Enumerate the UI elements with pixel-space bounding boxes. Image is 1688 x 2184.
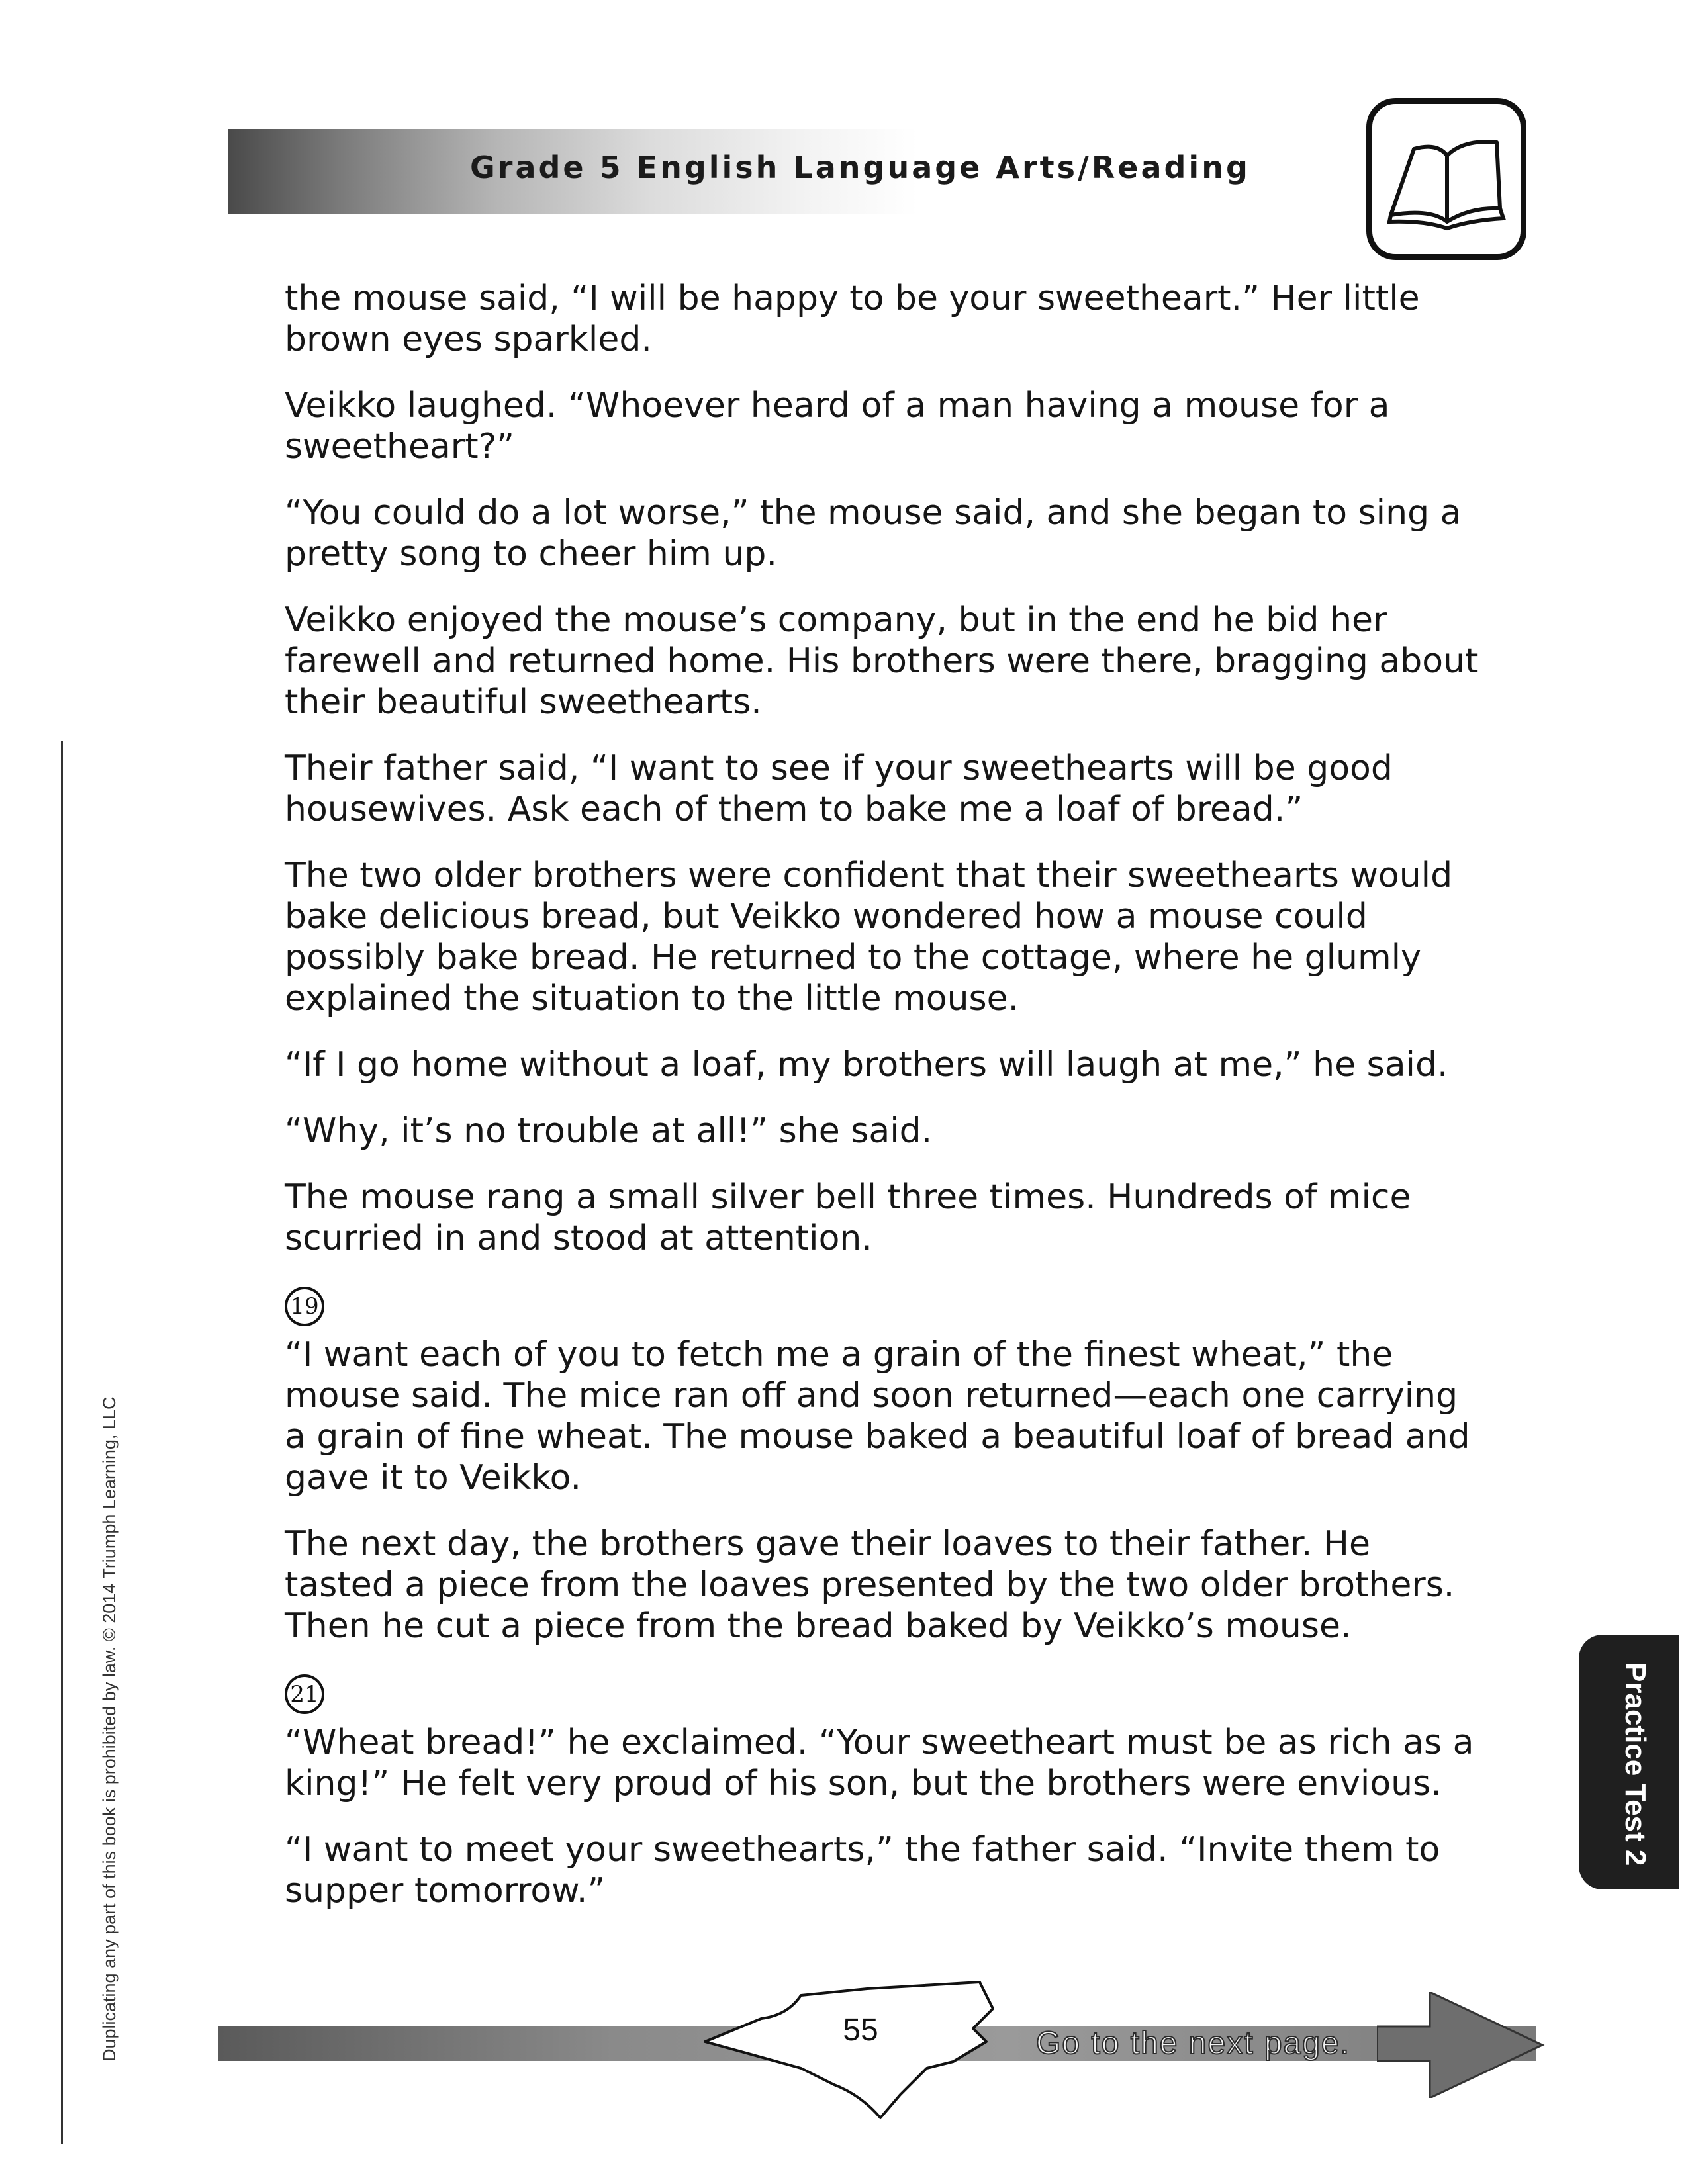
open-book-icon (1366, 98, 1526, 260)
paragraph: The two older brothers were confident that their sweethearts would bake delicious bread, but Veikko wondered how a mouse could possibly bake bread. He returned to the cottage, where he glumly explained the situation to the little mouse. (285, 856, 1453, 1019)
copyright-notice: Duplicating any part of this book is prohibited by law. © 2014 Triumph Learning, LLC (99, 1396, 119, 2062)
paragraph: “You could do a lot worse,” the mouse said, and she began to sing a pretty song to cheer him up. (285, 493, 1462, 574)
paragraph: Veikko enjoyed the mouse’s company, but in the end he bid her farewell and returned home. His brothers were there, bragging about their beautiful sweethearts. (285, 600, 1479, 722)
go-to-next-page-label: Go to the next page. (1036, 2026, 1350, 2061)
paragraph: “Wheat bread!” he exclaimed. “Your sweetheart must be as rich as a king!” He felt very proud of his son, but the brothers were envious. (285, 1723, 1474, 1803)
margin-line (61, 741, 63, 2144)
paragraph: Their father said, “I want to see if your sweethearts will be good housewives. Ask each of them to bake me a loaf of bread.” (285, 749, 1393, 829)
page-number: 55 (843, 2013, 878, 2048)
paragraph: Veikko laughed. “Whoever heard of a man having a mouse for a sweetheart?” (285, 386, 1390, 467)
practice-test-tab-label: Practice Test 2 (1619, 1662, 1652, 1866)
paragraph: The mouse rang a small silver bell three times. Hundreds of mice scurried in and stood at attention. (285, 1177, 1411, 1258)
paragraph: The next day, the brothers gave their loaves to their father. He tasted a piece from the loaves presented by the two older brothers. Then he cut a piece from the bread baked by Veikko’s mouse. (285, 1524, 1455, 1646)
paragraph: “I want each of you to fetch me a grain of the finest wheat,” the mouse said. The mice ran off and soon returned—each one carrying a grain of fine wheat. The mouse baked a beautiful loaf of bread and gave it to Veikko. (285, 1335, 1470, 1498)
paragraph: the mouse said, “I will be happy to be your sweetheart.” Her little brown eyes sparkled. (285, 279, 1420, 359)
paragraph: “Why, it’s no trouble at all!” she said. (285, 1111, 933, 1151)
story-text (285, 278, 1483, 1936)
paragraph: “If I go home without a loaf, my brothers will laugh at me,” he said. (285, 1045, 1448, 1085)
practice-test-tab (1579, 1635, 1679, 1889)
page-header-title: Grade 5 English Language Arts/Reading (470, 150, 1250, 185)
paragraph-marker: 21 (285, 1674, 324, 1714)
paragraph: “I want to meet your sweethearts,” the father said. “Invite them to supper tomorrow.” (285, 1830, 1440, 1911)
paragraph-marker: 19 (285, 1287, 324, 1326)
